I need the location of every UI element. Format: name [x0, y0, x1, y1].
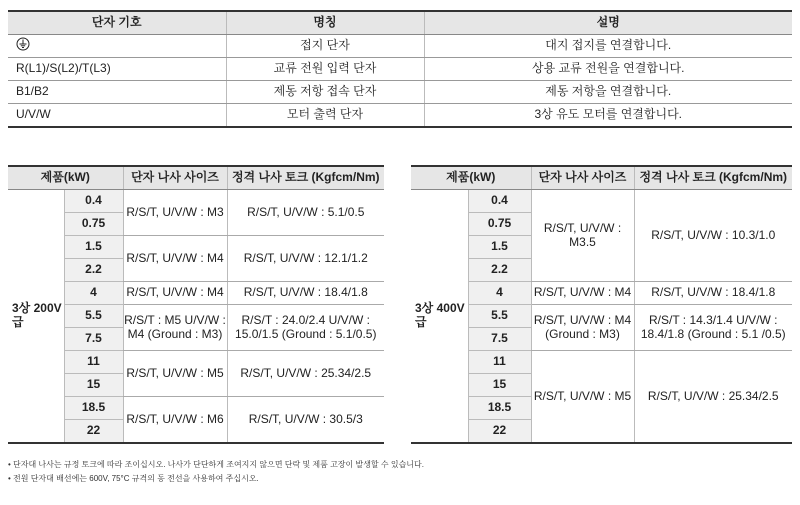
- capacity-cell: 15: [468, 374, 531, 397]
- torque-cell: R/S/T, U/V/W : 18.4/1.8: [634, 282, 792, 305]
- screw-size-cell: R/S/T, U/V/W : M4 (Ground : M3): [531, 305, 634, 351]
- spec-table-200v: [8, 165, 384, 444]
- screw-size-cell: R/S/T : M5 U/V/W : M4 (Ground : M3): [123, 305, 227, 351]
- spec-table-header: [8, 166, 384, 190]
- torque-cell: R/S/T : 14.3/1.4 U/V/W : 18.4/1.8 (Ground : 5.1 /0.5): [634, 305, 792, 351]
- terminal-symbol: R(L1)/S(L2)/T(L3): [8, 58, 226, 81]
- capacity-cell: 0.4: [468, 190, 531, 213]
- header-torque: 정격 나사 토크 (Kgfcm/Nm): [634, 166, 792, 190]
- table-row: [8, 282, 384, 305]
- ground-icon: [16, 37, 30, 55]
- capacity-cell: 15: [64, 374, 123, 397]
- header-screw-size: 단자 나사 사이즈: [123, 166, 227, 190]
- capacity-cell: 18.5: [468, 397, 531, 420]
- screw-size-cell: R/S/T, U/V/W : M5: [531, 351, 634, 444]
- screw-size-cell: R/S/T, U/V/W : M4: [123, 282, 227, 305]
- torque-cell: R/S/T, U/V/W : 25.34/2.5: [634, 351, 792, 444]
- voltage-group-200v: 3상 200V급: [8, 190, 64, 444]
- voltage-group-400v: 3상 400V급: [411, 190, 468, 444]
- spec-table-400v: [411, 165, 792, 444]
- table-row: [411, 351, 792, 374]
- capacity-cell: 7.5: [468, 328, 531, 351]
- terminal-table: [8, 10, 792, 128]
- terminal-desc: 제동 저항을 연결합니다.: [424, 81, 792, 104]
- torque-cell: R/S/T, U/V/W : 12.1/1.2: [227, 236, 384, 282]
- capacity-cell: 22: [64, 420, 123, 444]
- table-row: [411, 190, 792, 213]
- capacity-cell: 0.4: [64, 190, 123, 213]
- table-row: [8, 236, 384, 259]
- torque-cell: R/S/T, U/V/W : 25.34/2.5: [227, 351, 384, 397]
- screw-size-cell: R/S/T, U/V/W : M4: [123, 236, 227, 282]
- capacity-cell: 0.75: [468, 213, 531, 236]
- terminal-desc: 상용 교류 전원을 연결합니다.: [424, 58, 792, 81]
- terminal-table-header: [8, 11, 792, 35]
- table-row: [8, 397, 384, 420]
- header-product: 제품(kW): [8, 166, 123, 190]
- screw-size-cell: R/S/T, U/V/W : M3: [123, 190, 227, 236]
- table-row: [8, 81, 792, 104]
- capacity-cell: 1.5: [468, 236, 531, 259]
- table-row: [8, 58, 792, 81]
- screw-size-cell: R/S/T, U/V/W : M6: [123, 397, 227, 444]
- table-row: [8, 305, 384, 328]
- header-torque: 정격 나사 토크 (Kgfcm/Nm): [227, 166, 384, 190]
- terminal-symbol: B1/B2: [8, 81, 226, 104]
- torque-cell: R/S/T, U/V/W : 18.4/1.8: [227, 282, 384, 305]
- table-row: [8, 35, 792, 58]
- header-desc: 설명: [424, 11, 792, 35]
- footnotes: [8, 458, 424, 486]
- table-row: [411, 282, 792, 305]
- capacity-cell: 7.5: [64, 328, 123, 351]
- screw-size-cell: R/S/T, U/V/W : M5: [123, 351, 227, 397]
- terminal-name: 제동 저항 접속 단자: [226, 81, 424, 104]
- capacity-cell: 2.2: [468, 259, 531, 282]
- torque-cell: R/S/T, U/V/W : 5.1/0.5: [227, 190, 384, 236]
- footnote: • 단자대 나사는 규정 토크에 따라 조이십시오. 나사가 단단하게 조여지지 않으면 단락 및 제품 고장이 발생할 수 있습니다.: [8, 460, 424, 469]
- capacity-cell: 22: [468, 420, 531, 444]
- torque-cell: R/S/T, U/V/W : 30.5/3: [227, 397, 384, 444]
- capacity-cell: 11: [468, 351, 531, 374]
- header-product: 제품(kW): [411, 166, 531, 190]
- terminal-name: 모터 출력 단자: [226, 104, 424, 128]
- table-row: [8, 190, 384, 213]
- screw-size-cell: R/S/T, U/V/W : M4: [531, 282, 634, 305]
- table-row: [8, 351, 384, 374]
- header-symbol: 단자 기호: [8, 11, 226, 35]
- capacity-cell: 1.5: [64, 236, 123, 259]
- terminal-symbol: U/V/W: [8, 104, 226, 128]
- terminal-name: 교류 전원 입력 단자: [226, 58, 424, 81]
- terminal-name: 접지 단자: [226, 35, 424, 58]
- capacity-cell: 11: [64, 351, 123, 374]
- terminal-symbol: [8, 35, 226, 58]
- capacity-cell: 4: [468, 282, 531, 305]
- capacity-cell: 18.5: [64, 397, 123, 420]
- table-row: [411, 305, 792, 328]
- header-name: 명칭: [226, 11, 424, 35]
- terminal-desc: 3상 유도 모터를 연결합니다.: [424, 104, 792, 128]
- torque-cell: R/S/T : 24.0/2.4 U/V/W : 15.0/1.5 (Ground : 5.1/0.5): [227, 305, 384, 351]
- terminal-desc: 대지 접지를 연결합니다.: [424, 35, 792, 58]
- capacity-cell: 5.5: [64, 305, 123, 328]
- table-row: [8, 104, 792, 128]
- spec-table-header: [411, 166, 792, 190]
- header-screw-size: 단자 나사 사이즈: [531, 166, 634, 190]
- capacity-cell: 5.5: [468, 305, 531, 328]
- footnote: • 전원 단자대 배선에는 600V, 75°C 규격의 동 전선을 사용하여 주십시오.: [8, 474, 259, 483]
- torque-cell: R/S/T, U/V/W : 10.3/1.0: [634, 190, 792, 282]
- screw-size-cell: R/S/T, U/V/W : M3.5: [531, 190, 634, 282]
- capacity-cell: 0.75: [64, 213, 123, 236]
- capacity-cell: 2.2: [64, 259, 123, 282]
- capacity-cell: 4: [64, 282, 123, 305]
